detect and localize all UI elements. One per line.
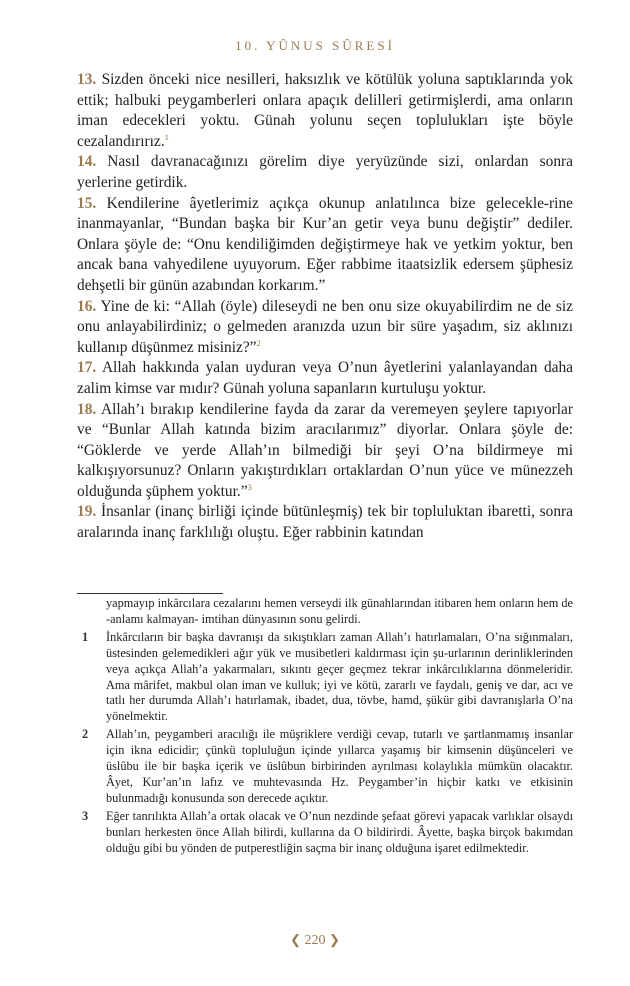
- verse-16: [77, 297, 573, 359]
- verse-13: [77, 70, 573, 152]
- verse-body: Kendilerine âyetlerimiz açıkça okunup anlatılınca bize gelecekle-rine inanmayanlar, “Bundan başka bir Kur’an getir veya bunu değiştir” dediler. Onlara şöyle de: “Onu kendiliğimden değiştirmeye hak ve yetkim yoktur, ben ancak bana vahyedilene uyuyorum. Eğer rabbime itaatsizlik edersem şüphesiz dehşetli bir günün azabından korkarım.”: [77, 194, 573, 294]
- footnote-text: İnkârcıların bir başka davranışı da sıkıştıkları zaman Allah’ı hatırlamaları, O’na sığınmaları, üstesinden gelemedikleri ağır yük ve musibetleri kaldırması için şu-urlarının derinliklerinden veya açıkça Allah’a yakarmaları, sıkıntı geçer geçmez tekrar inkârcılıklarına dönmeleridir. Ama mârifet, makbul olan iman ve kulluk; iyi ve kötü, zararlı ve faydalı, geniş ve dar, acı ve tatlı her durumda Allah’ı hatırlamak, ibadet, dua, tövbe, hamd, şükür gibi davranışlarla O’na yönelmektir.: [106, 629, 573, 724]
- footnote-ref[interactable]: 2: [256, 337, 261, 348]
- verse-14: [77, 152, 573, 193]
- verse-body: Sizden önceki nice nesilleri, haksızlık ve kötülük yoluna saptıklarında yok ettik; halbuki peygamberleri onlara apaçık delilleri getirmişlerdi, ama onların iman edecekleri yoktu. Günah yolunu seçen toplulukları işte böyle cezalandırırız.: [77, 71, 573, 150]
- footnote-ref[interactable]: 3: [247, 481, 252, 492]
- footnote-2: [77, 727, 573, 807]
- running-header: 10. YÛNUS SÛRESİ: [235, 38, 395, 53]
- footnote-continuation: [77, 596, 573, 628]
- verse-number: 14.: [77, 153, 97, 171]
- verse-body: İnsanlar (inanç birliği içinde bütünleşmiş) tek bir topluluktan ibaretti, sonra aralarında inanç farklılığı oluştu. Eğer rabbinin katından: [77, 503, 574, 542]
- verse-number: 13.: [77, 71, 97, 88]
- footnote-text: Eğer tanrılıkta Allah’a ortak olacak ve O’nun nezdinde şefaat görevi yapacak varlıklar olsaydı bunları herkesten önce Allah bilirdi, kullarına da O bildirirdi. Âyette, başka birçok bakımdan olduğu gibi bu yönden de putperestliğin saçma bir inanç olduğuna işaret edilmektedir.: [106, 808, 573, 855]
- verse-body: Allah’ı bırakıp kendilerine fayda da zarar da veremeyen şeylere tapıyorlar ve “Bunlar Allah katında bizim aracılarımız” diyorlar. Onlara şöyle de: “Göklerde ve yerde Allah’ın bilmediği bir şeyi O’na bildirmeye mi kalkışıyorsunuz? Onların yakıştırdıkları ortaklardan O’nun yüce ve münezzeh olduğunda şüphem yoktur.”: [77, 400, 573, 500]
- verse-number: 17.: [77, 359, 97, 377]
- footnote-3: [77, 809, 573, 857]
- verse-body: Allah hakkında yalan uyduran veya O’nun âyetlerini yalanlayandan daha zalim kimse var mıdır? Günah yoluna sapanların kurtuluşu yoktur.: [77, 359, 573, 397]
- verse-body: Yine de ki: “Allah (öyle) dileseydi ne ben onu size okuyabilirdim ne de siz onu anlayabilirdiniz; o gelmeden aranızda uzun bir süre yaşadım, siz aklınızı kullanıp düşünmez misiniz?”: [77, 297, 573, 356]
- footnote-divider: [77, 593, 223, 594]
- ornament-right-icon: ❯: [329, 932, 340, 947]
- verse-17: [77, 358, 573, 399]
- verse-number: 18.: [77, 400, 97, 418]
- verse-number: 19.: [77, 503, 97, 521]
- footnote-1: [77, 630, 573, 725]
- footnote-ref[interactable]: 1: [164, 131, 169, 142]
- footnote-number: 2: [82, 727, 89, 742]
- ornament-left-icon: ❮: [290, 932, 301, 947]
- page-footer: [0, 932, 630, 949]
- verse-number: 16.: [77, 297, 97, 315]
- footnotes: [77, 596, 573, 859]
- verse-body: Nasıl davranacağınızı görelim diye yeryüzünde sizi, onlardan sonra yerlerine getirdik.: [77, 153, 573, 191]
- footnote-number: 3: [82, 808, 89, 823]
- verse-number: 15.: [77, 194, 97, 212]
- footnote-number: 1: [82, 629, 89, 644]
- footnote-text: yapmayıp inkârcılara cezalarını hemen verseydi ilk günahlarından itibaren hem onların hem de -anlamı kalmayan- imtihan dünyasının sonu gelirdi.: [106, 596, 573, 626]
- page-number: 220: [304, 933, 326, 948]
- verse-19: [77, 502, 573, 543]
- verse-18: [77, 400, 573, 503]
- verse-15: [77, 194, 573, 297]
- footnote-text: Allah’ın, peygamberi aracılığı ile müşriklere verdiği cevap, tutarlı ve şartlanmamış insanlar için ikna edicidir; çünkü topluluğun içinde yıllarca yaşamış bir kimsenin düşünceleri ve üslûbu ile bir başka içerik ve üslûbun birbirinden ayrılması kolaylıkla mümkün olacaktır. Âyet, Kur’an’ın lafız ve muhtevasında Hz. Peygamber’in hiçbir katkı ve etkisinin bulunmadığı konusunda son derecede açıktır.: [106, 727, 573, 805]
- verse-text: [77, 70, 573, 544]
